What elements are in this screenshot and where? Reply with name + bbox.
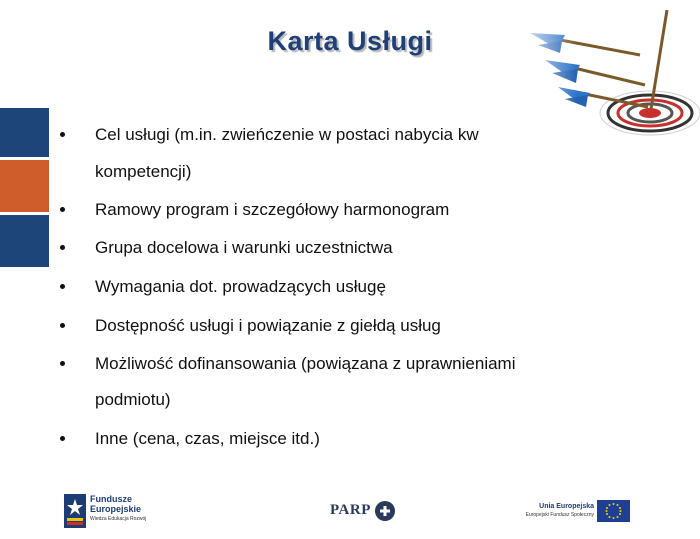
eu-logo	[520, 498, 630, 528]
bullet-icon	[60, 361, 65, 366]
fundusze-europejskie-logo	[64, 492, 174, 532]
list-item	[0, 354, 700, 380]
list-item-text: Możliwość dofinansowania (powiązana z uprawnieniami	[95, 354, 516, 373]
list-item-text: Dostępność usługi i powiązanie z giełdą usług	[95, 316, 441, 335]
list-item-text: Wymagania dot. prowadzących usługę	[95, 277, 386, 296]
fe-star-icon	[64, 494, 86, 528]
list-item	[0, 238, 700, 264]
list-item	[0, 429, 700, 455]
list-item-text: Ramowy program i szczegółowy harmonogram	[95, 200, 450, 219]
parp-logo	[330, 500, 400, 524]
fe-logo-line2: Europejskie	[90, 504, 142, 514]
fe-logo-line3: Wiedza Edukacja Rozwój	[90, 516, 147, 522]
parp-mark-icon	[374, 500, 396, 522]
list-item	[0, 277, 700, 303]
list-item-text: Cel usługi (m.in. zwieńczenie w postaci nabycia kw	[95, 125, 479, 144]
footer-logos	[0, 480, 700, 535]
list-item-text: Inne (cena, czas, miejsce itd.)	[95, 429, 320, 448]
bullet-icon	[60, 132, 65, 137]
eu-logo-line2: Europejski Fundusz Społeczny	[525, 512, 594, 518]
eu-flag-icon	[597, 500, 630, 522]
list-item-continuation: podmiotu)	[95, 390, 171, 409]
bullet-icon	[60, 323, 65, 328]
bullet-icon	[60, 245, 65, 250]
eu-logo-line1: Unia Europejska	[539, 503, 594, 510]
list-item	[0, 316, 700, 342]
list-item	[0, 200, 700, 226]
list-item-continuation: kompetencji)	[95, 162, 192, 181]
bullet-icon	[60, 436, 65, 441]
slide-title: Karta Usługi	[267, 26, 433, 56]
list-item	[0, 125, 700, 151]
parp-logo-text: PARP	[330, 502, 371, 518]
bullet-icon	[60, 207, 65, 212]
list-item-text: Grupa docelowa i warunki uczestnictwa	[95, 238, 393, 257]
fe-logo-line1: Fundusze	[90, 494, 132, 504]
bullet-icon	[60, 284, 65, 289]
